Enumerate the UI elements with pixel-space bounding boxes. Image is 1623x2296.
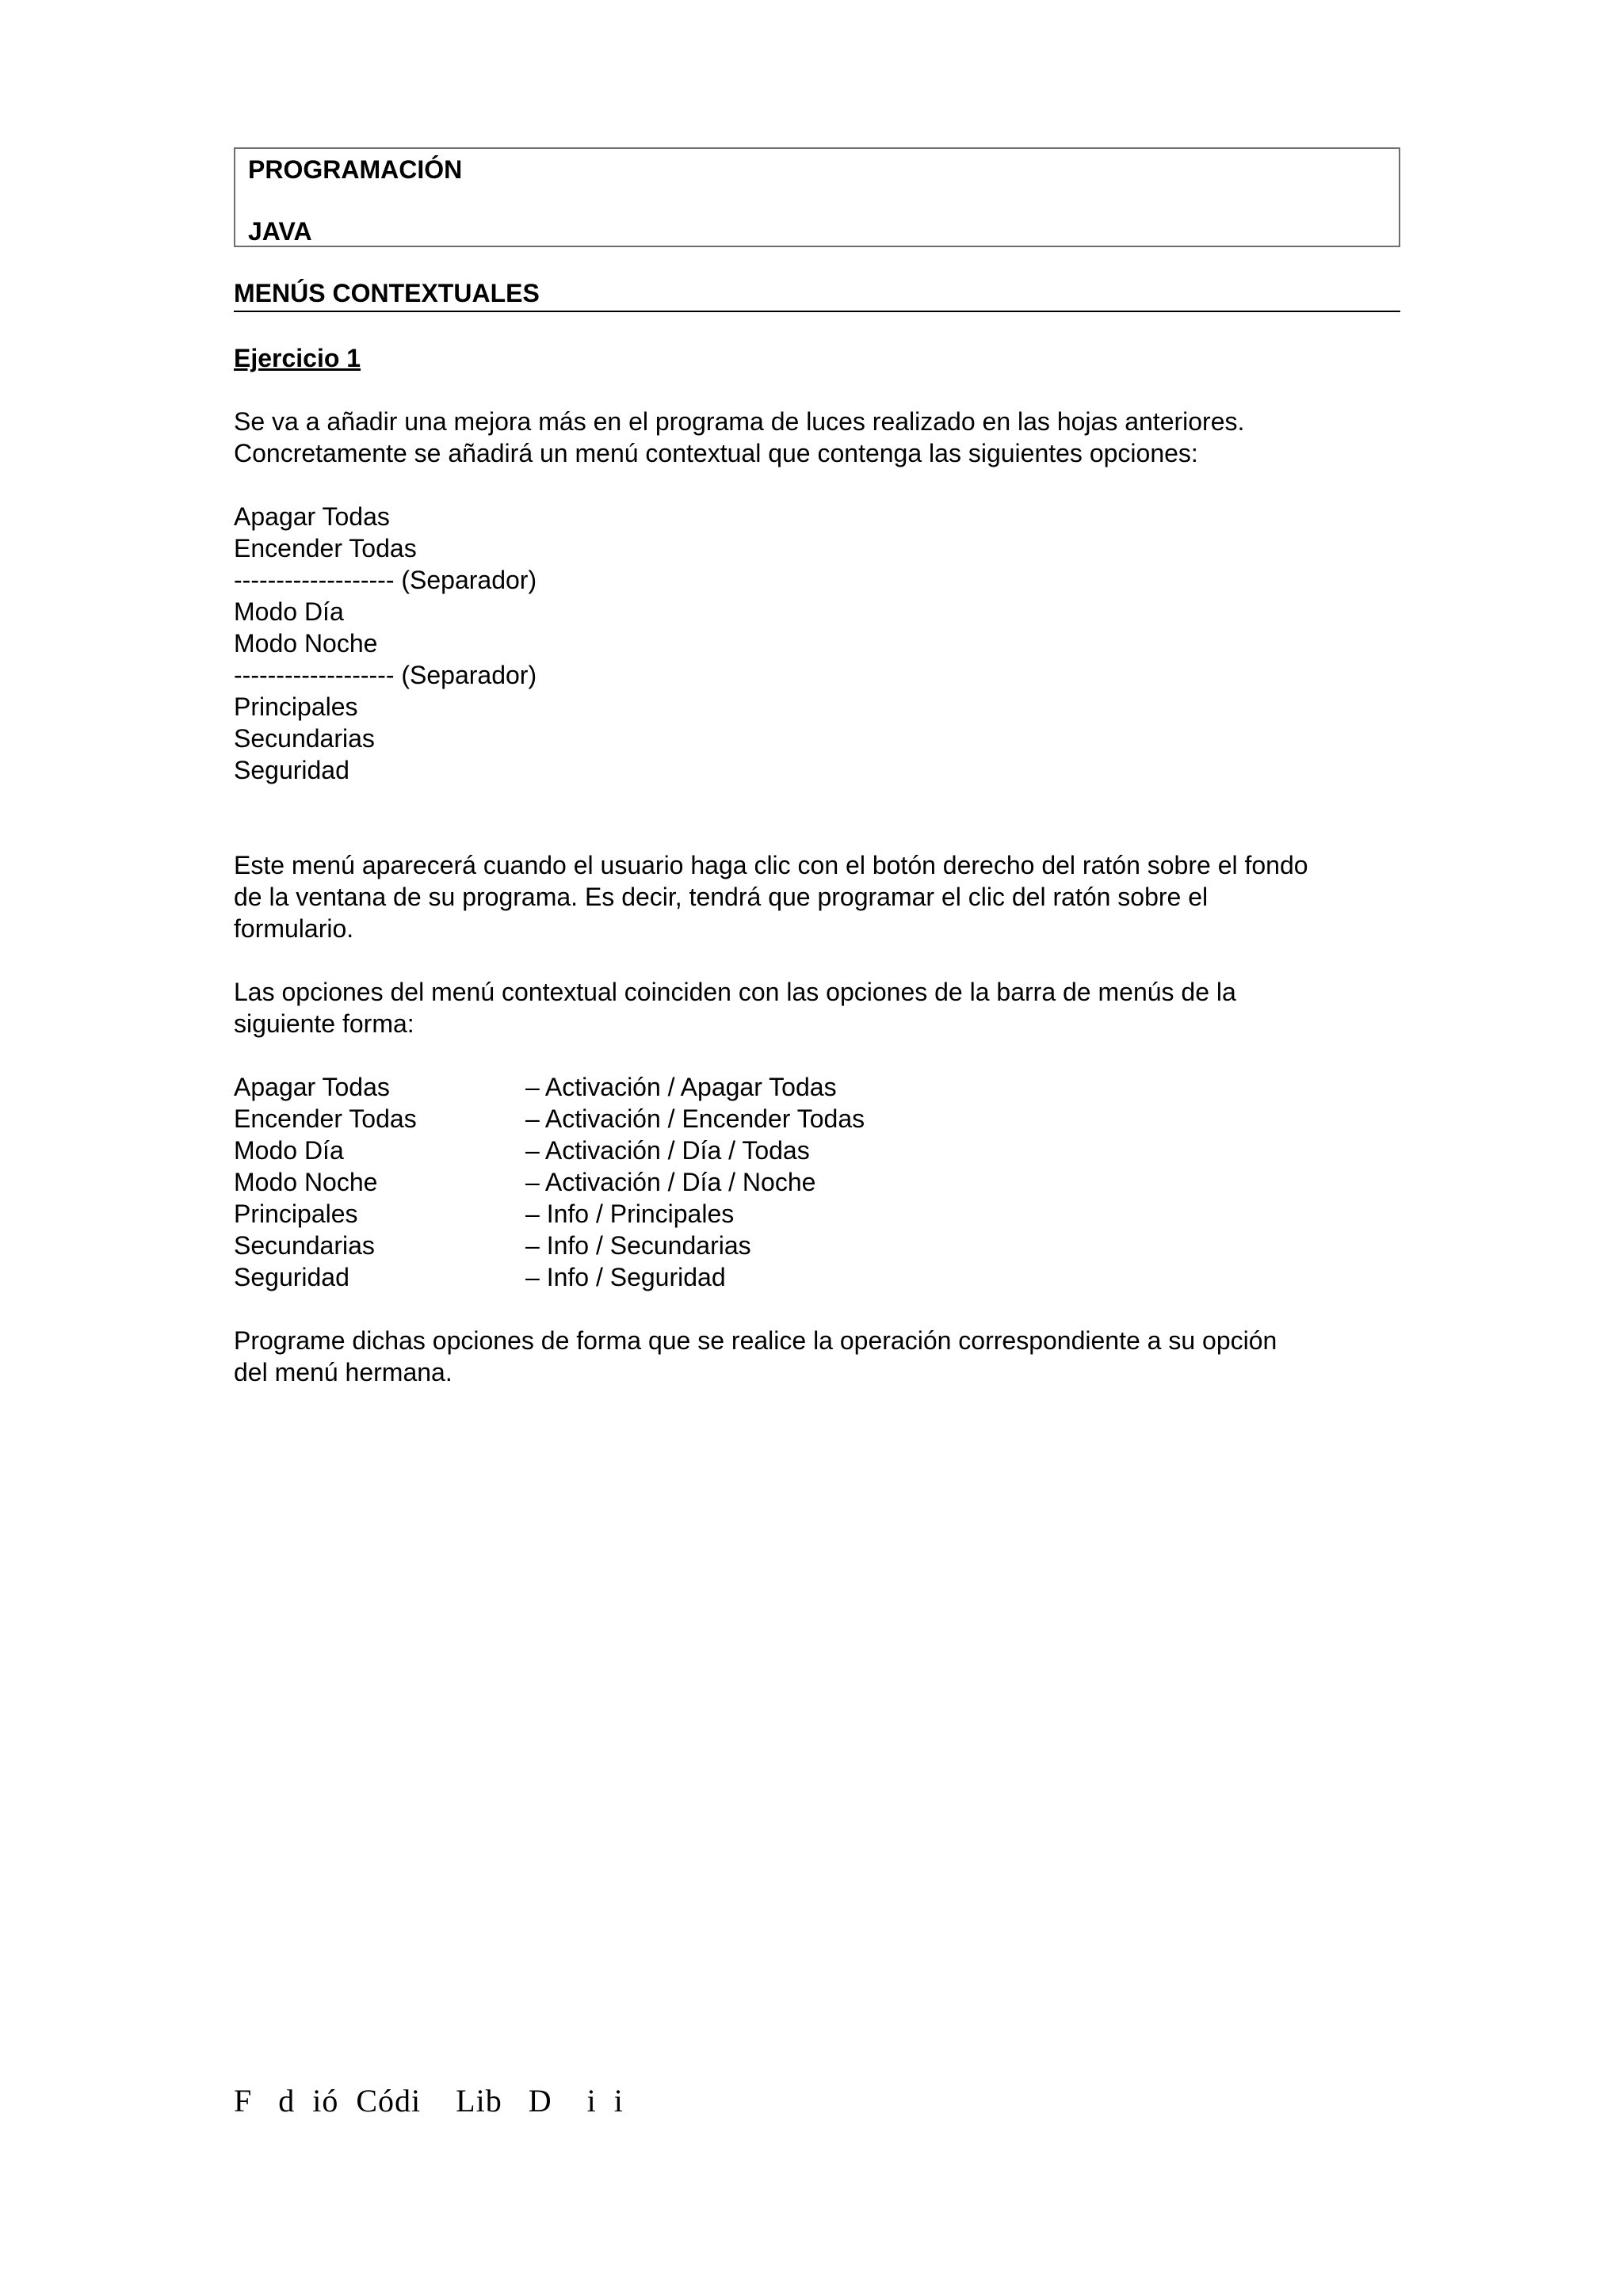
description-line: formulario.: [234, 914, 354, 943]
mapping-row: [234, 1135, 1400, 1166]
mapping-intro-paragraph: [234, 976, 1400, 1039]
menu-option: Apagar Todas: [234, 502, 390, 531]
mapping-target: – Activación / Día / Todas: [525, 1136, 810, 1165]
menu-option: Modo Noche: [234, 629, 378, 658]
mapping-target: – Activación / Día / Noche: [525, 1168, 816, 1196]
mapping-target: – Info / Principales: [525, 1199, 735, 1228]
menu-separator: ------------------- (Separador): [234, 661, 537, 689]
document-page: [234, 147, 1400, 1388]
description-line: de la ventana de su programa. Es decir, tendrá que programar el clic del ratón sobre el: [234, 883, 1209, 911]
closing-paragraph: [234, 1325, 1400, 1388]
menu-options-list: [234, 501, 1400, 786]
menu-option: Encender Todas: [234, 534, 417, 563]
menu-separator: ------------------- (Separador): [234, 566, 537, 594]
mapping-option: Encender Todas: [234, 1104, 417, 1133]
menu-option: Modo Día: [234, 597, 344, 626]
mapping-table: [234, 1071, 1400, 1293]
section-heading: MENÚS CONTEXTUALES: [234, 277, 1400, 312]
mapping-intro-line: Las opciones del menú contextual coinciden con las opciones de la barra de menús de la: [234, 978, 1236, 1006]
mapping-row: [234, 1261, 1400, 1293]
mapping-row: [234, 1103, 1400, 1135]
menu-option: Secundarias: [234, 724, 375, 753]
intro-line: Concretamente se añadirá un menú contextual que contenga las siguientes opciones:: [234, 439, 1198, 467]
menu-option: Seguridad: [234, 756, 349, 784]
title-programacion: PROGRAMACIÓN: [248, 155, 463, 184]
mapping-option: Seguridad: [234, 1263, 349, 1291]
description-paragraph: [234, 849, 1400, 944]
mapping-row: [234, 1230, 1400, 1261]
mapping-option: Modo Día: [234, 1136, 344, 1165]
exercise-title: Ejercicio 1: [234, 344, 361, 372]
mapping-option: Principales: [234, 1199, 358, 1228]
mapping-target: – Info / Seguridad: [525, 1263, 726, 1291]
description-line: Este menú aparecerá cuando el usuario haga clic con el botón derecho del ratón sobre el fondo: [234, 851, 1308, 879]
intro-paragraph: [234, 406, 1400, 469]
page-footer: F d ió Códi Lib D i i: [234, 2083, 624, 2119]
mapping-option: Apagar Todas: [234, 1073, 390, 1101]
mapping-row: [234, 1198, 1400, 1230]
mapping-row: [234, 1071, 1400, 1103]
mapping-option: Modo Noche: [234, 1168, 378, 1196]
closing-line: Programe dichas opciones de forma que se realice la operación correspondiente a su opción: [234, 1326, 1277, 1355]
title-java: JAVA: [248, 217, 312, 246]
mapping-target: – Activación / Encender Todas: [525, 1104, 865, 1133]
title-box: [234, 147, 1400, 247]
mapping-target: – Info / Secundarias: [525, 1231, 751, 1260]
mapping-target: – Activación / Apagar Todas: [525, 1073, 837, 1101]
mapping-row: [234, 1166, 1400, 1198]
mapping-intro-line: siguiente forma:: [234, 1009, 414, 1038]
mapping-option: Secundarias: [234, 1231, 375, 1260]
menu-option: Principales: [234, 692, 358, 721]
intro-line: Se va a añadir una mejora más en el programa de luces realizado en las hojas anteriores.: [234, 407, 1245, 436]
closing-line: del menú hermana.: [234, 1358, 453, 1386]
